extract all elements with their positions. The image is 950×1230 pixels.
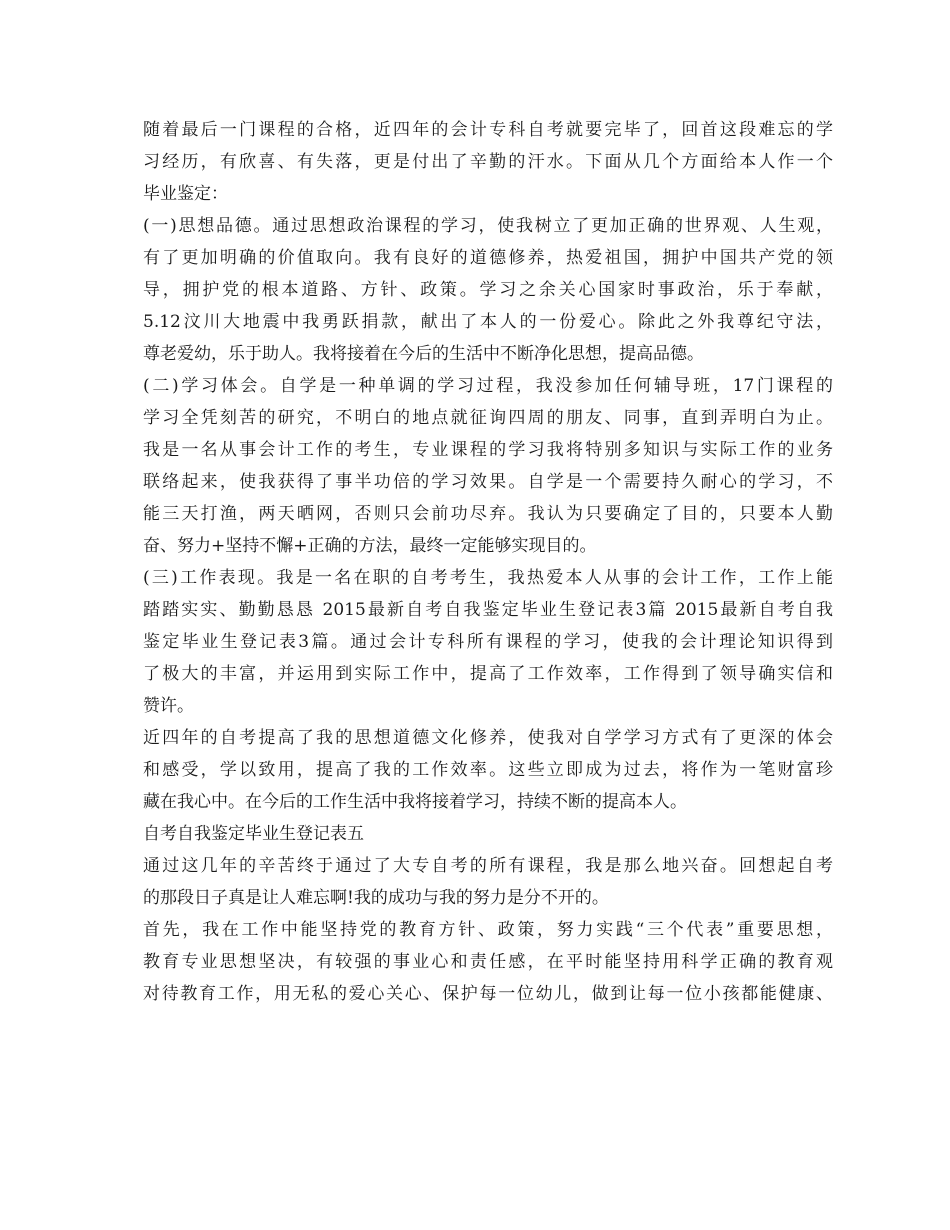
- section-heading: 自考自我鉴定毕业生登记表五: [143, 824, 364, 844]
- text-line: 我是一名从事会计工作的考生，专业课程的学习我将特别多知识与实际工作的业务: [143, 440, 833, 460]
- text-line: 赞许。: [143, 696, 194, 716]
- text-line: 首先，我在工作中能坚持党的教育方针、政策，努力实践“三个代表”重要思想，: [143, 920, 833, 940]
- text-line: 鉴定毕业生登记表3篇。通过会计专科所有课程的学习，使我的会计理论知识得到: [143, 632, 833, 652]
- text-line: 习经历，有欣喜、有失落，更是付出了辛勤的汗水。下面从几个方面给本人作一个: [143, 152, 833, 172]
- text-line: (二)学习体会。自学是一种单调的学习过程，我没参加任何辅导班，17门课程的: [143, 376, 833, 396]
- text-line: 的那段日子真是让人难忘啊!我的成功与我的努力是分不开的。: [143, 888, 609, 908]
- text-line: 有了更加明确的价值取向。我有良好的道德修养，热爱祖国，拥护中国共产党的领: [143, 248, 833, 268]
- text-line: 5.12汶川大地震中我勇跃捐款，献出了本人的一份爱心。除此之外我尊纪守法，: [143, 312, 833, 332]
- text-line: 联络起来，使我获得了事半功倍的学习效果。自学是一个需要持久耐心的学习，不: [143, 472, 833, 492]
- text-line: 毕业鉴定：: [143, 184, 228, 204]
- text-line: 对待教育工作，用无私的爱心关心、保护每一位幼儿，做到让每一位小孩都能健康、: [143, 984, 833, 1004]
- text-line: 尊老爱幼，乐于助人。我将接着在今后的生活中不断净化思想，提高品德。: [143, 344, 704, 364]
- text-line: 导，拥护党的根本道路、方针、政策。学习之余关心国家时事政治，乐于奉献，: [143, 280, 833, 300]
- text-line: 随着最后一门课程的合格，近四年的会计专科自考就要完毕了，回首这段难忘的学: [143, 120, 833, 140]
- text-line: 了极大的丰富，并运用到实际工作中，提高了工作效率，工作得到了领导确实信和: [143, 664, 833, 684]
- text-line: 藏在我心中。在今后的工作生活中我将接着学习，持续不断的提高本人。: [143, 792, 687, 812]
- text-line: 学习全凭刻苦的研究，不明白的地点就征询四周的朋友、同事，直到弄明白为止。: [143, 408, 833, 428]
- text-line: 奋、努力+坚持不懈+正确的方法，最终一定能够实现目的。: [143, 536, 597, 556]
- text-line: 教育专业思想坚决，有较强的事业心和责任感，在平时能坚持用科学正确的教育观: [143, 952, 833, 972]
- text-line: 能三天打渔，两天晒网，否则只会前功尽弃。我认为只要确定了目的，只要本人勤: [143, 504, 833, 524]
- text-line: 近四年的自考提高了我的思想道德文化修养，使我对自学学习方式有了更深的体会: [143, 728, 833, 748]
- text-line: 通过这几年的辛苦终于通过了大专自考的所有课程，我是那么地兴奋。回想起自考: [143, 856, 833, 876]
- text-line: 踏踏实实、勤勤恳恳 2015最新自考自我鉴定毕业生登记表3篇 2015最新自考自我: [143, 600, 833, 620]
- text-line: (一)思想品德。通过思想政治课程的学习，使我树立了更加正确的世界观、人生观，: [143, 216, 833, 236]
- text-line: 和感受，学以致用，提高了我的工作效率。这些立即成为过去，将作为一笔财富珍: [143, 760, 833, 780]
- text-line: (三)工作表现。我是一名在职的自考考生，我热爱本人从事的会计工作，工作上能: [143, 568, 833, 588]
